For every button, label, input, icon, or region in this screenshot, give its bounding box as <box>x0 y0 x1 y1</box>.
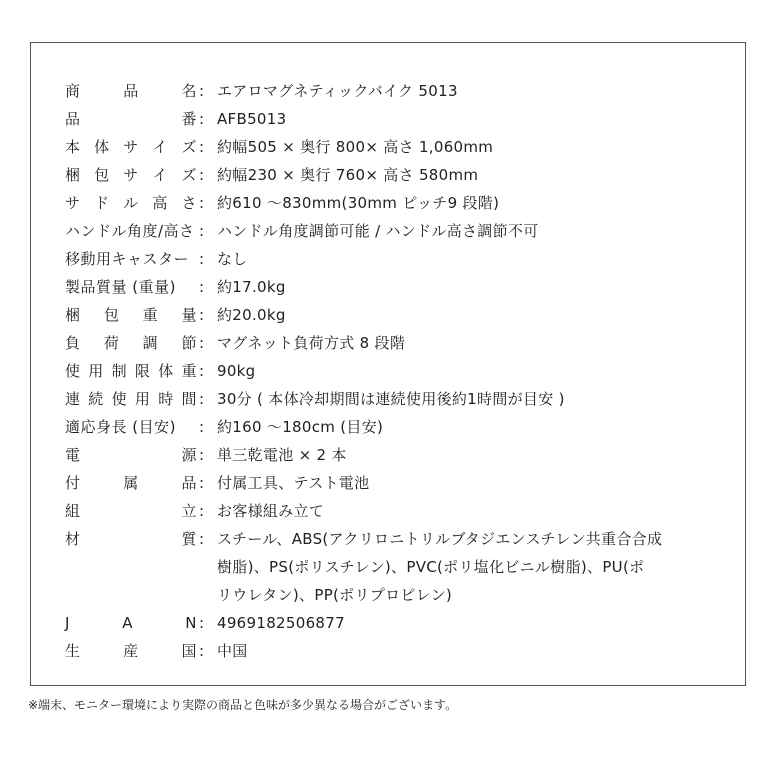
spec-row <box>31 301 745 329</box>
spec-row <box>31 329 745 357</box>
spec-label: 負 荷 調 節 <box>65 334 197 352</box>
spec-value: ハンドル角度調節可能 / ハンドル高さ調節不可 <box>217 222 539 240</box>
spec-value: 単三乾電池 × 2 本 <box>217 446 347 464</box>
spec-label: 付 属 品 <box>65 474 197 492</box>
spec-colon: : <box>199 278 205 296</box>
spec-colon: : <box>199 390 205 408</box>
spec-value-line: リウレタン)、PP(ポリプロピレン) <box>217 586 453 604</box>
spec-colon: : <box>199 166 205 184</box>
spec-colon: : <box>199 110 205 128</box>
spec-colon: : <box>199 82 205 100</box>
spec-value: 中国 <box>217 642 248 660</box>
spec-row <box>31 77 745 105</box>
spec-label: 梱 包 サ イ ズ <box>65 166 197 184</box>
spec-row <box>31 161 745 189</box>
spec-colon: : <box>199 502 205 520</box>
spec-value: 付属工具、テスト電池 <box>217 474 370 492</box>
spec-row <box>31 413 745 441</box>
spec-value-line: 樹脂)、PS(ポリスチレン)、PVC(ポリ塩化ビニル樹脂)、PU(ポ <box>217 558 645 576</box>
spec-value: 30分 ( 本体冷却期間は連続使用後約1時間が目安 ) <box>217 390 565 408</box>
spec-row <box>31 105 745 133</box>
spec-row <box>31 273 745 301</box>
spec-label: 商 品 名 <box>65 82 197 100</box>
spec-colon: : <box>199 474 205 492</box>
spec-label: 梱 包 重 量 <box>65 306 197 324</box>
spec-label: 本 体 サ イ ズ <box>65 138 197 156</box>
spec-label: J A N <box>65 614 197 632</box>
spec-value <box>217 525 697 609</box>
spec-value-line: スチール、ABS(アクリロニトリルブタジエンスチレン共重合合成 <box>217 530 663 548</box>
spec-label: 製品質量 (重量) <box>65 278 176 296</box>
spec-colon: : <box>199 446 205 464</box>
spec-row <box>31 497 745 525</box>
spec-label: 連 続 使 用 時 間 <box>65 390 197 408</box>
spec-row <box>31 525 745 609</box>
spec-row <box>31 609 745 637</box>
spec-colon: : <box>199 362 205 380</box>
spec-value: 約幅505 × 奥行 800× 高さ 1,060mm <box>217 138 494 156</box>
spec-colon: : <box>199 418 205 436</box>
spec-colon: : <box>199 194 205 212</box>
spec-label: 使 用 制 限 体 重 <box>65 362 197 380</box>
spec-value: 約160 ～180cm (目安) <box>217 418 384 436</box>
spec-row <box>31 245 745 273</box>
spec-row <box>31 441 745 469</box>
spec-colon: : <box>199 530 205 548</box>
spec-colon: : <box>199 222 205 240</box>
spec-value: お客様組み立て <box>217 502 325 520</box>
spec-label: 材 質 <box>65 530 197 548</box>
spec-colon: : <box>199 306 205 324</box>
spec-value: AFB5013 <box>217 110 287 128</box>
spec-value: 約610 ～830mm(30mm ピッチ9 段階) <box>217 194 500 212</box>
spec-label: 移動用キャスター <box>65 250 190 268</box>
spec-value: なし <box>217 250 248 268</box>
spec-label: 組 立 <box>65 502 197 520</box>
spec-value: 約17.0kg <box>217 278 286 296</box>
spec-colon: : <box>199 614 205 632</box>
spec-label: ハンドル角度/高さ <box>65 222 195 240</box>
spec-row <box>31 357 745 385</box>
spec-colon: : <box>199 642 205 660</box>
spec-value: 90kg <box>217 362 256 380</box>
spec-table <box>30 42 746 686</box>
spec-label: 電 源 <box>65 446 197 464</box>
spec-row <box>31 385 745 413</box>
spec-row <box>31 189 745 217</box>
spec-colon: : <box>199 250 205 268</box>
spec-label: サ ド ル 高 さ <box>65 194 197 212</box>
spec-label: 生 産 国 <box>65 642 197 660</box>
disclaimer-footnote: ※端末、モニター環境により実際の商品と色味が多少異なる場合がございます。 <box>28 698 458 712</box>
spec-value: 約幅230 × 奥行 760× 高さ 580mm <box>217 166 479 184</box>
spec-value: 4969182506877 <box>217 614 345 632</box>
spec-colon: : <box>199 138 205 156</box>
spec-label: 適応身長 (目安) <box>65 418 176 436</box>
spec-row <box>31 469 745 497</box>
spec-row <box>31 637 745 665</box>
spec-value: マグネット負荷方式 8 段階 <box>217 334 406 352</box>
spec-row <box>31 217 745 245</box>
spec-label: 品 番 <box>65 110 197 128</box>
spec-colon: : <box>199 334 205 352</box>
spec-value: 約20.0kg <box>217 306 286 324</box>
spec-value: エアロマグネティックバイク 5013 <box>217 82 458 100</box>
spec-row <box>31 133 745 161</box>
